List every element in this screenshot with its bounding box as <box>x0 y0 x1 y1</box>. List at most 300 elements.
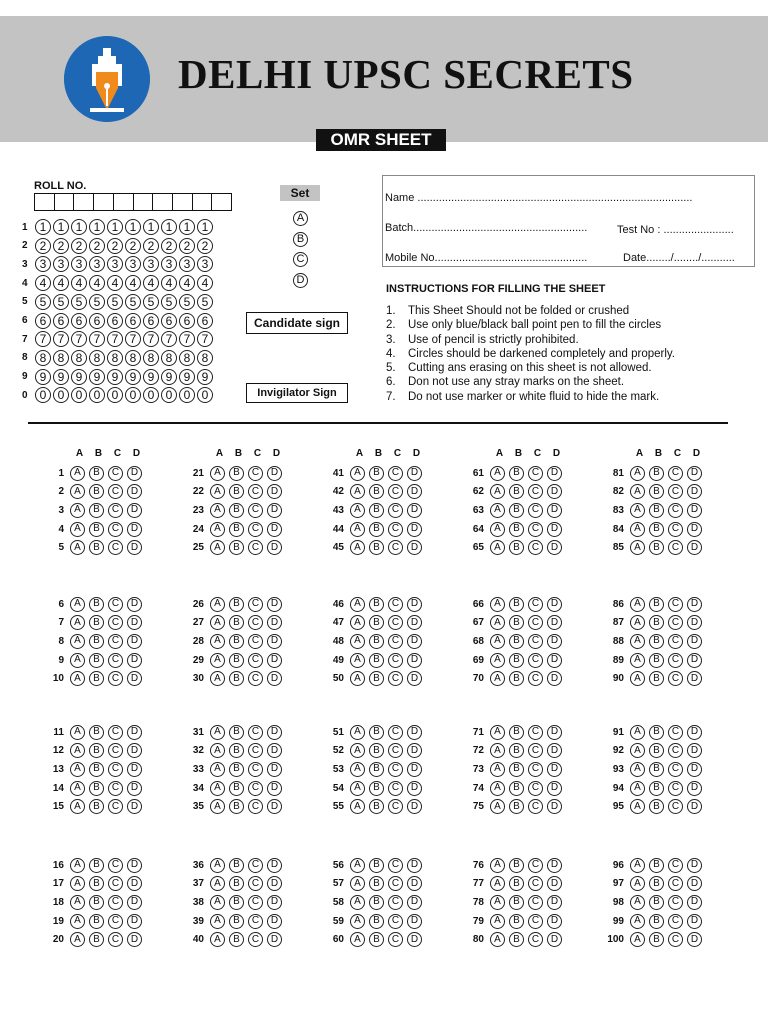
answer-bubble-c[interactable]: C <box>388 932 403 947</box>
answer-bubble-c[interactable]: C <box>528 895 543 910</box>
answer-bubble-d[interactable]: D <box>407 932 422 947</box>
roll-digit-bubble[interactable]: 6 <box>107 313 123 329</box>
answer-bubble-b[interactable]: B <box>89 615 104 630</box>
answer-bubble-d[interactable]: D <box>547 466 562 481</box>
answer-bubble-d[interactable]: D <box>267 876 282 891</box>
roll-digit-bubble[interactable]: 4 <box>143 275 159 291</box>
roll-digit-bubble[interactable]: 7 <box>71 331 87 347</box>
answer-bubble-a[interactable]: A <box>70 876 85 891</box>
answer-bubble-a[interactable]: A <box>490 932 505 947</box>
answer-bubble-a[interactable]: A <box>210 725 225 740</box>
roll-digit-bubble[interactable]: 3 <box>179 256 195 272</box>
answer-bubble-c[interactable]: C <box>108 781 123 796</box>
answer-bubble-b[interactable]: B <box>649 466 664 481</box>
answer-bubble-a[interactable]: A <box>630 634 645 649</box>
answer-bubble-a[interactable]: A <box>70 895 85 910</box>
answer-bubble-b[interactable]: B <box>369 522 384 537</box>
answer-bubble-c[interactable]: C <box>248 522 263 537</box>
answer-bubble-c[interactable]: C <box>528 671 543 686</box>
answer-bubble-a[interactable]: A <box>70 762 85 777</box>
answer-bubble-b[interactable]: B <box>89 895 104 910</box>
answer-bubble-a[interactable]: A <box>490 615 505 630</box>
answer-bubble-a[interactable]: A <box>70 634 85 649</box>
roll-digit-bubble[interactable]: 7 <box>53 331 69 347</box>
answer-bubble-b[interactable]: B <box>229 743 244 758</box>
answer-bubble-a[interactable]: A <box>490 725 505 740</box>
answer-bubble-c[interactable]: C <box>108 762 123 777</box>
answer-bubble-d[interactable]: D <box>687 725 702 740</box>
roll-digit-bubble[interactable]: 3 <box>143 256 159 272</box>
answer-bubble-c[interactable]: C <box>108 615 123 630</box>
answer-bubble-c[interactable]: C <box>668 671 683 686</box>
answer-bubble-c[interactable]: C <box>248 615 263 630</box>
answer-bubble-a[interactable]: A <box>210 858 225 873</box>
answer-bubble-d[interactable]: D <box>687 762 702 777</box>
roll-digit-bubble[interactable]: 5 <box>53 294 69 310</box>
answer-bubble-c[interactable]: C <box>108 540 123 555</box>
answer-bubble-d[interactable]: D <box>687 858 702 873</box>
answer-bubble-a[interactable]: A <box>630 597 645 612</box>
roll-digit-bubble[interactable]: 7 <box>89 331 105 347</box>
answer-bubble-a[interactable]: A <box>630 895 645 910</box>
answer-bubble-c[interactable]: C <box>668 484 683 499</box>
answer-bubble-a[interactable]: A <box>350 876 365 891</box>
answer-bubble-d[interactable]: D <box>687 615 702 630</box>
answer-bubble-c[interactable]: C <box>248 484 263 499</box>
answer-bubble-d[interactable]: D <box>127 484 142 499</box>
answer-bubble-d[interactable]: D <box>267 522 282 537</box>
answer-bubble-c[interactable]: C <box>108 743 123 758</box>
answer-bubble-b[interactable]: B <box>509 597 524 612</box>
answer-bubble-a[interactable]: A <box>70 743 85 758</box>
answer-bubble-d[interactable]: D <box>407 725 422 740</box>
roll-digit-box[interactable] <box>134 194 154 210</box>
roll-digit-bubble[interactable]: 3 <box>125 256 141 272</box>
answer-bubble-c[interactable]: C <box>668 725 683 740</box>
answer-bubble-d[interactable]: D <box>127 895 142 910</box>
answer-bubble-c[interactable]: C <box>528 597 543 612</box>
answer-bubble-d[interactable]: D <box>407 671 422 686</box>
answer-bubble-c[interactable]: C <box>528 932 543 947</box>
answer-bubble-a[interactable]: A <box>210 743 225 758</box>
invigilator-sign-box[interactable]: Invigilator Sign <box>246 383 348 403</box>
answer-bubble-b[interactable]: B <box>649 503 664 518</box>
roll-digit-box[interactable] <box>94 194 114 210</box>
answer-bubble-b[interactable]: B <box>89 503 104 518</box>
roll-digit-bubble[interactable]: 7 <box>107 331 123 347</box>
answer-bubble-a[interactable]: A <box>490 799 505 814</box>
answer-bubble-a[interactable]: A <box>210 932 225 947</box>
answer-bubble-c[interactable]: C <box>108 597 123 612</box>
roll-digit-bubble[interactable]: 6 <box>179 313 195 329</box>
answer-bubble-d[interactable]: D <box>267 484 282 499</box>
answer-bubble-b[interactable]: B <box>89 725 104 740</box>
answer-bubble-a[interactable]: A <box>210 914 225 929</box>
answer-bubble-d[interactable]: D <box>127 725 142 740</box>
answer-bubble-a[interactable]: A <box>210 522 225 537</box>
roll-digit-bubble[interactable]: 5 <box>125 294 141 310</box>
answer-bubble-c[interactable]: C <box>388 914 403 929</box>
answer-bubble-c[interactable]: C <box>248 634 263 649</box>
answer-bubble-c[interactable]: C <box>528 762 543 777</box>
roll-digit-bubble[interactable]: 3 <box>71 256 87 272</box>
answer-bubble-b[interactable]: B <box>89 858 104 873</box>
answer-bubble-a[interactable]: A <box>70 615 85 630</box>
roll-digit-bubble[interactable]: 7 <box>179 331 195 347</box>
answer-bubble-c[interactable]: C <box>388 522 403 537</box>
roll-digit-bubble[interactable]: 7 <box>125 331 141 347</box>
answer-bubble-b[interactable]: B <box>649 522 664 537</box>
answer-bubble-b[interactable]: B <box>369 858 384 873</box>
answer-bubble-c[interactable]: C <box>388 858 403 873</box>
answer-bubble-a[interactable]: A <box>630 932 645 947</box>
roll-digit-bubble[interactable]: 9 <box>197 369 213 385</box>
answer-bubble-b[interactable]: B <box>509 671 524 686</box>
answer-bubble-b[interactable]: B <box>649 762 664 777</box>
answer-bubble-d[interactable]: D <box>547 503 562 518</box>
answer-bubble-c[interactable]: C <box>668 743 683 758</box>
answer-bubble-d[interactable]: D <box>407 484 422 499</box>
roll-digit-box[interactable] <box>74 194 94 210</box>
answer-bubble-c[interactable]: C <box>668 876 683 891</box>
answer-bubble-a[interactable]: A <box>350 858 365 873</box>
answer-bubble-d[interactable]: D <box>127 615 142 630</box>
answer-bubble-c[interactable]: C <box>248 597 263 612</box>
answer-bubble-b[interactable]: B <box>89 781 104 796</box>
roll-digit-bubble[interactable]: 4 <box>53 275 69 291</box>
batch-field[interactable]: Batch......................................................... <box>385 222 588 234</box>
roll-digit-bubble[interactable]: 1 <box>35 219 51 235</box>
answer-bubble-d[interactable]: D <box>687 743 702 758</box>
set-option-bubble[interactable]: A <box>293 211 308 226</box>
answer-bubble-d[interactable]: D <box>127 781 142 796</box>
answer-bubble-d[interactable]: D <box>687 540 702 555</box>
answer-bubble-c[interactable]: C <box>528 914 543 929</box>
answer-bubble-d[interactable]: D <box>547 858 562 873</box>
answer-bubble-b[interactable]: B <box>369 503 384 518</box>
answer-bubble-c[interactable]: C <box>528 466 543 481</box>
answer-bubble-a[interactable]: A <box>350 466 365 481</box>
roll-digit-bubble[interactable]: 2 <box>53 238 69 254</box>
answer-bubble-a[interactable]: A <box>490 522 505 537</box>
roll-digit-bubble[interactable]: 1 <box>53 219 69 235</box>
roll-digit-bubble[interactable]: 1 <box>161 219 177 235</box>
answer-bubble-d[interactable]: D <box>407 762 422 777</box>
roll-digit-bubble[interactable]: 6 <box>35 313 51 329</box>
answer-bubble-b[interactable]: B <box>509 762 524 777</box>
answer-bubble-c[interactable]: C <box>668 503 683 518</box>
answer-bubble-d[interactable]: D <box>267 799 282 814</box>
answer-bubble-d[interactable]: D <box>127 634 142 649</box>
answer-bubble-b[interactable]: B <box>229 634 244 649</box>
roll-digit-box[interactable] <box>212 194 231 210</box>
set-option-bubble[interactable]: B <box>293 232 308 247</box>
candidate-sign-box[interactable]: Candidate sign <box>246 312 348 334</box>
answer-bubble-a[interactable]: A <box>490 634 505 649</box>
roll-digit-bubble[interactable]: 3 <box>197 256 213 272</box>
answer-bubble-b[interactable]: B <box>369 781 384 796</box>
roll-digit-bubble[interactable]: 2 <box>197 238 213 254</box>
answer-bubble-d[interactable]: D <box>127 671 142 686</box>
roll-digit-bubble[interactable]: 1 <box>107 219 123 235</box>
answer-bubble-d[interactable]: D <box>127 876 142 891</box>
answer-bubble-a[interactable]: A <box>630 725 645 740</box>
answer-bubble-c[interactable]: C <box>108 503 123 518</box>
answer-bubble-b[interactable]: B <box>229 597 244 612</box>
roll-digit-bubble[interactable]: 0 <box>125 387 141 403</box>
roll-digit-bubble[interactable]: 6 <box>125 313 141 329</box>
answer-bubble-c[interactable]: C <box>248 895 263 910</box>
answer-bubble-a[interactable]: A <box>350 725 365 740</box>
answer-bubble-a[interactable]: A <box>350 615 365 630</box>
roll-digit-bubble[interactable]: 7 <box>161 331 177 347</box>
roll-digit-bubble[interactable]: 0 <box>71 387 87 403</box>
answer-bubble-b[interactable]: B <box>89 540 104 555</box>
answer-bubble-a[interactable]: A <box>70 540 85 555</box>
answer-bubble-a[interactable]: A <box>350 671 365 686</box>
answer-bubble-b[interactable]: B <box>649 725 664 740</box>
answer-bubble-b[interactable]: B <box>369 615 384 630</box>
answer-bubble-a[interactable]: A <box>210 597 225 612</box>
roll-digit-bubble[interactable]: 8 <box>179 350 195 366</box>
answer-bubble-d[interactable]: D <box>267 932 282 947</box>
answer-bubble-c[interactable]: C <box>388 876 403 891</box>
answer-bubble-b[interactable]: B <box>509 634 524 649</box>
set-option-bubble[interactable]: C <box>293 252 308 267</box>
answer-bubble-c[interactable]: C <box>388 597 403 612</box>
answer-bubble-a[interactable]: A <box>630 799 645 814</box>
answer-bubble-a[interactable]: A <box>70 671 85 686</box>
roll-digit-bubble[interactable]: 7 <box>197 331 213 347</box>
roll-digit-box[interactable] <box>35 194 55 210</box>
answer-bubble-d[interactable]: D <box>687 466 702 481</box>
answer-bubble-a[interactable]: A <box>490 876 505 891</box>
answer-bubble-a[interactable]: A <box>70 503 85 518</box>
answer-bubble-c[interactable]: C <box>528 484 543 499</box>
answer-bubble-c[interactable]: C <box>528 653 543 668</box>
answer-bubble-d[interactable]: D <box>547 895 562 910</box>
answer-bubble-a[interactable]: A <box>490 895 505 910</box>
roll-digit-bubble[interactable]: 2 <box>71 238 87 254</box>
answer-bubble-b[interactable]: B <box>229 522 244 537</box>
roll-digit-bubble[interactable]: 3 <box>35 256 51 272</box>
roll-digit-bubble[interactable]: 2 <box>125 238 141 254</box>
answer-bubble-c[interactable]: C <box>248 914 263 929</box>
answer-bubble-a[interactable]: A <box>350 484 365 499</box>
answer-bubble-b[interactable]: B <box>509 466 524 481</box>
answer-bubble-c[interactable]: C <box>528 858 543 873</box>
answer-bubble-b[interactable]: B <box>229 799 244 814</box>
answer-bubble-b[interactable]: B <box>369 725 384 740</box>
roll-digit-bubble[interactable]: 0 <box>197 387 213 403</box>
answer-bubble-d[interactable]: D <box>407 466 422 481</box>
answer-bubble-c[interactable]: C <box>668 634 683 649</box>
answer-bubble-d[interactable]: D <box>407 876 422 891</box>
answer-bubble-b[interactable]: B <box>89 743 104 758</box>
answer-bubble-c[interactable]: C <box>528 522 543 537</box>
answer-bubble-d[interactable]: D <box>267 597 282 612</box>
answer-bubble-a[interactable]: A <box>350 781 365 796</box>
answer-bubble-b[interactable]: B <box>89 762 104 777</box>
roll-digit-bubble[interactable]: 6 <box>89 313 105 329</box>
answer-bubble-b[interactable]: B <box>369 932 384 947</box>
roll-digit-bubble[interactable]: 0 <box>161 387 177 403</box>
answer-bubble-d[interactable]: D <box>267 540 282 555</box>
answer-bubble-c[interactable]: C <box>108 522 123 537</box>
answer-bubble-d[interactable]: D <box>127 914 142 929</box>
roll-digit-bubble[interactable]: 5 <box>143 294 159 310</box>
roll-digit-bubble[interactable]: 4 <box>89 275 105 291</box>
answer-bubble-c[interactable]: C <box>388 895 403 910</box>
answer-bubble-b[interactable]: B <box>229 503 244 518</box>
answer-bubble-b[interactable]: B <box>369 876 384 891</box>
answer-bubble-a[interactable]: A <box>70 858 85 873</box>
answer-bubble-c[interactable]: C <box>388 615 403 630</box>
answer-bubble-a[interactable]: A <box>210 615 225 630</box>
answer-bubble-b[interactable]: B <box>369 466 384 481</box>
answer-bubble-a[interactable]: A <box>210 895 225 910</box>
answer-bubble-c[interactable]: C <box>108 895 123 910</box>
answer-bubble-b[interactable]: B <box>89 799 104 814</box>
answer-bubble-d[interactable]: D <box>127 653 142 668</box>
answer-bubble-b[interactable]: B <box>369 671 384 686</box>
roll-digit-bubble[interactable]: 0 <box>143 387 159 403</box>
roll-digit-bubble[interactable]: 9 <box>179 369 195 385</box>
roll-digit-bubble[interactable]: 9 <box>125 369 141 385</box>
answer-bubble-d[interactable]: D <box>407 895 422 910</box>
answer-bubble-a[interactable]: A <box>70 932 85 947</box>
answer-bubble-c[interactable]: C <box>668 597 683 612</box>
answer-bubble-a[interactable]: A <box>350 653 365 668</box>
answer-bubble-c[interactable]: C <box>108 914 123 929</box>
answer-bubble-d[interactable]: D <box>547 725 562 740</box>
roll-digit-bubble[interactable]: 4 <box>71 275 87 291</box>
roll-digit-bubble[interactable]: 2 <box>179 238 195 254</box>
roll-digit-bubble[interactable]: 8 <box>71 350 87 366</box>
answer-bubble-d[interactable]: D <box>547 781 562 796</box>
answer-bubble-d[interactable]: D <box>127 466 142 481</box>
set-option-bubble[interactable]: D <box>293 273 308 288</box>
answer-bubble-d[interactable]: D <box>267 653 282 668</box>
answer-bubble-a[interactable]: A <box>70 799 85 814</box>
answer-bubble-a[interactable]: A <box>210 484 225 499</box>
answer-bubble-c[interactable]: C <box>108 466 123 481</box>
answer-bubble-b[interactable]: B <box>649 799 664 814</box>
roll-digit-bubble[interactable]: 8 <box>107 350 123 366</box>
roll-digit-bubble[interactable]: 1 <box>125 219 141 235</box>
answer-bubble-d[interactable]: D <box>407 743 422 758</box>
answer-bubble-d[interactable]: D <box>547 799 562 814</box>
answer-bubble-d[interactable]: D <box>127 597 142 612</box>
answer-bubble-b[interactable]: B <box>509 540 524 555</box>
answer-bubble-a[interactable]: A <box>490 762 505 777</box>
test-no-field[interactable]: Test No : ....................... <box>617 224 734 236</box>
answer-bubble-b[interactable]: B <box>229 762 244 777</box>
answer-bubble-d[interactable]: D <box>127 799 142 814</box>
roll-digit-bubble[interactable]: 0 <box>53 387 69 403</box>
answer-bubble-c[interactable]: C <box>108 634 123 649</box>
answer-bubble-b[interactable]: B <box>89 932 104 947</box>
answer-bubble-c[interactable]: C <box>388 799 403 814</box>
answer-bubble-b[interactable]: B <box>509 484 524 499</box>
answer-bubble-b[interactable]: B <box>369 540 384 555</box>
answer-bubble-d[interactable]: D <box>267 615 282 630</box>
roll-digit-bubble[interactable]: 4 <box>161 275 177 291</box>
roll-digit-bubble[interactable]: 0 <box>179 387 195 403</box>
answer-bubble-b[interactable]: B <box>89 653 104 668</box>
answer-bubble-a[interactable]: A <box>70 653 85 668</box>
answer-bubble-d[interactable]: D <box>687 799 702 814</box>
answer-bubble-d[interactable]: D <box>687 634 702 649</box>
answer-bubble-b[interactable]: B <box>509 858 524 873</box>
answer-bubble-b[interactable]: B <box>369 762 384 777</box>
answer-bubble-b[interactable]: B <box>369 895 384 910</box>
answer-bubble-d[interactable]: D <box>267 466 282 481</box>
answer-bubble-a[interactable]: A <box>70 725 85 740</box>
answer-bubble-b[interactable]: B <box>89 522 104 537</box>
answer-bubble-c[interactable]: C <box>528 743 543 758</box>
roll-digit-bubble[interactable]: 8 <box>89 350 105 366</box>
answer-bubble-a[interactable]: A <box>630 876 645 891</box>
roll-digit-box[interactable] <box>153 194 173 210</box>
date-field[interactable]: Date......../......../........... <box>623 252 735 264</box>
answer-bubble-b[interactable]: B <box>229 781 244 796</box>
roll-digit-bubble[interactable]: 8 <box>197 350 213 366</box>
answer-bubble-a[interactable]: A <box>630 671 645 686</box>
roll-digit-bubble[interactable]: 2 <box>161 238 177 254</box>
roll-digit-box[interactable] <box>114 194 134 210</box>
answer-bubble-b[interactable]: B <box>229 540 244 555</box>
answer-bubble-a[interactable]: A <box>70 781 85 796</box>
answer-bubble-b[interactable]: B <box>229 725 244 740</box>
answer-bubble-d[interactable]: D <box>547 615 562 630</box>
answer-bubble-a[interactable]: A <box>630 914 645 929</box>
answer-bubble-b[interactable]: B <box>509 615 524 630</box>
roll-digit-bubble[interactable]: 6 <box>53 313 69 329</box>
answer-bubble-a[interactable]: A <box>350 522 365 537</box>
answer-bubble-b[interactable]: B <box>369 634 384 649</box>
roll-digit-bubble[interactable]: 8 <box>125 350 141 366</box>
answer-bubble-c[interactable]: C <box>108 932 123 947</box>
answer-bubble-b[interactable]: B <box>229 932 244 947</box>
answer-bubble-b[interactable]: B <box>649 540 664 555</box>
roll-digit-bubble[interactable]: 3 <box>89 256 105 272</box>
answer-bubble-a[interactable]: A <box>210 671 225 686</box>
roll-digit-bubble[interactable]: 9 <box>35 369 51 385</box>
answer-bubble-a[interactable]: A <box>350 895 365 910</box>
roll-digit-bubble[interactable]: 4 <box>35 275 51 291</box>
answer-bubble-a[interactable]: A <box>70 597 85 612</box>
answer-bubble-c[interactable]: C <box>108 799 123 814</box>
answer-bubble-d[interactable]: D <box>127 743 142 758</box>
answer-bubble-c[interactable]: C <box>388 781 403 796</box>
answer-bubble-a[interactable]: A <box>630 615 645 630</box>
roll-digit-bubble[interactable]: 3 <box>53 256 69 272</box>
answer-bubble-b[interactable]: B <box>509 522 524 537</box>
answer-bubble-c[interactable]: C <box>248 466 263 481</box>
answer-bubble-a[interactable]: A <box>490 671 505 686</box>
answer-bubble-c[interactable]: C <box>248 858 263 873</box>
answer-bubble-c[interactable]: C <box>108 653 123 668</box>
answer-bubble-b[interactable]: B <box>89 671 104 686</box>
roll-digit-bubble[interactable]: 9 <box>89 369 105 385</box>
answer-bubble-d[interactable]: D <box>687 932 702 947</box>
answer-bubble-b[interactable]: B <box>229 466 244 481</box>
answer-bubble-d[interactable]: D <box>547 914 562 929</box>
answer-bubble-a[interactable]: A <box>350 503 365 518</box>
answer-bubble-d[interactable]: D <box>687 876 702 891</box>
answer-bubble-b[interactable]: B <box>89 484 104 499</box>
